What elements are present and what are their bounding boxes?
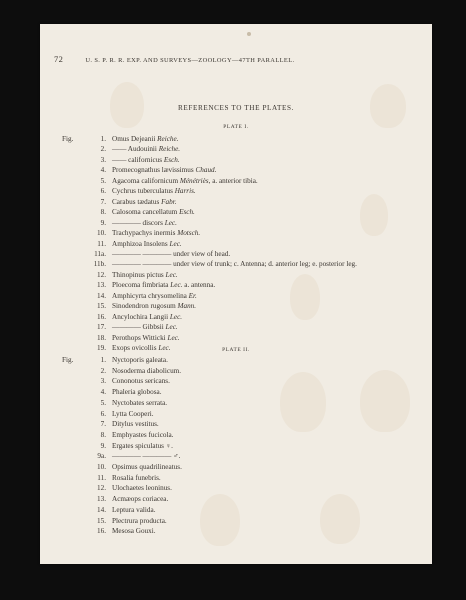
figure-number: 19.	[97, 344, 106, 352]
figure-number: 13.	[97, 281, 106, 290]
figure-caption: —— Audouinii Reiche.	[112, 145, 181, 154]
figure-caption: Exops ovicollis Lec.	[112, 344, 171, 352]
figure-caption: Calosoma cancellatum Esch.	[112, 208, 195, 217]
figure-caption: Cychrus tuberculatus Harris.	[112, 187, 196, 196]
figure-caption: Amphicyrta chrysomelina Er.	[112, 291, 197, 300]
figure-number: 9.	[100, 218, 106, 227]
figure-caption: Plectrura producta.	[112, 516, 167, 525]
figure-number: 16.	[97, 312, 106, 321]
figure-number: 14.	[97, 291, 106, 300]
figure-number: 7.	[100, 197, 106, 206]
figure-number: 4.	[100, 388, 106, 397]
running-title: U. S. P. R. R. EXP. AND SURVEYS—ZOOLOGY—47TH PARALLEL.	[85, 57, 295, 64]
figure-number: 8.	[100, 430, 106, 439]
show-through-figure	[360, 194, 388, 236]
show-through-figure	[360, 370, 410, 432]
figure-number: 2.	[100, 366, 106, 375]
figure-number: 6.	[100, 187, 106, 196]
figure-caption: Thinopinus pictus Lec.	[112, 270, 178, 279]
running-header	[54, 54, 418, 64]
figure-number: 10.	[97, 229, 106, 238]
figure-number: 10.	[97, 463, 106, 471]
figure-number: 7.	[100, 420, 106, 429]
figure-caption: Perothops Witticki Lec.	[112, 333, 180, 342]
figure-caption: ———— ———— under view of head.	[112, 249, 231, 258]
figure-caption: Nyctobates serrata.	[112, 398, 168, 407]
figure-caption: Nyctoporis galeata.	[112, 356, 168, 364]
page-mark	[247, 32, 251, 36]
fig-label: Fig.	[62, 356, 74, 364]
figure-number: 12.	[97, 484, 106, 493]
figure-caption: ———— Gibbsii Lec.	[112, 323, 178, 332]
page-number: 72	[54, 54, 64, 64]
figure-number: 9a.	[97, 452, 106, 461]
figure-caption: Mesosa Gouxi.	[112, 527, 156, 536]
figure-caption: ———— ———— ♂.	[112, 452, 181, 461]
show-through-figure	[280, 372, 326, 432]
figure-number: 14.	[97, 505, 106, 514]
figure-number: 1.	[100, 356, 106, 364]
figure-caption: Lytta Cooperi.	[112, 409, 154, 418]
show-through-figure	[200, 494, 240, 546]
show-through-figure	[290, 274, 320, 320]
figure-caption: —— californicus Esch.	[112, 155, 180, 164]
figure-caption: Ergates spiculatus ♀.	[112, 441, 173, 450]
figure-number: 4.	[100, 166, 106, 175]
figure-caption: Sinodendron rugosum Mann.	[112, 302, 197, 311]
figure-number: 17.	[97, 323, 106, 332]
figure-number: 5.	[100, 176, 106, 185]
figure-caption: Ancylochira Langii Lec.	[112, 312, 183, 321]
figure-number: 3.	[100, 155, 106, 164]
figure-caption: ———— ———— under view of trunk; c. Antenna; d. anterior leg; e. posterior leg.	[112, 260, 357, 269]
figure-number: 18.	[97, 333, 106, 342]
figure-caption: Ploecoma fimbriata Lec. a. antenna.	[112, 281, 216, 290]
figure-caption: Ditylus vestitus.	[112, 420, 159, 429]
figure-caption: Amphizoa Insolens Lec.	[112, 239, 182, 248]
figure-number: 8.	[100, 208, 106, 217]
figure-caption: Omus Dejeanii Reiche.	[112, 135, 179, 143]
show-through-figure	[320, 494, 360, 544]
figure-number: 12.	[97, 270, 106, 279]
figure-number: 11.	[97, 473, 106, 482]
fig-label: Fig.	[62, 135, 74, 143]
figure-caption: Agacoma californicum Ménétriès, a. anterior tibia.	[112, 176, 258, 185]
figure-number: 11a.	[94, 249, 106, 258]
figure-caption: Promecognathus lævissimus Chaud.	[112, 166, 217, 175]
figure-caption: Nosoderma diabolicum.	[112, 366, 182, 375]
figure-caption: Opsimus quadrilineatus.	[112, 463, 182, 471]
figure-caption: Leptura valida.	[112, 505, 156, 514]
figure-number: 15.	[97, 302, 106, 311]
figure-number: 11.	[97, 239, 106, 248]
figure-number: 6.	[100, 409, 106, 418]
page-title: REFERENCES TO THE PLATES.	[177, 104, 295, 112]
plate-1-heading: PLATE I.	[223, 124, 249, 130]
figure-number: 5.	[100, 398, 106, 407]
figure-caption: Emphyastes fucicola.	[112, 430, 174, 439]
figure-number: 1.	[100, 135, 106, 143]
figure-caption: Phaleria globosa.	[112, 388, 162, 397]
plate-2-heading: PLATE II.	[222, 347, 250, 353]
figure-caption: Carabus tædatus Fabr.	[112, 197, 177, 206]
figure-number: 15.	[97, 516, 106, 525]
figure-caption: Trachypachys inermis Motsch.	[112, 229, 201, 238]
figure-number: 11b.	[93, 260, 106, 269]
document-page	[40, 24, 432, 564]
figure-caption: Rosalia funebris.	[112, 473, 161, 482]
figure-number: 9.	[100, 441, 106, 450]
figure-number: 16.	[97, 527, 106, 536]
figure-number: 13.	[97, 495, 106, 504]
figure-caption: ———— discors Lec.	[112, 218, 177, 227]
figure-number: 2.	[100, 145, 106, 154]
figure-number: 3.	[100, 377, 106, 386]
figure-caption: Ulochaetes leoninus.	[112, 484, 172, 493]
figure-caption: Acmæops coriacea.	[112, 495, 169, 504]
figure-caption: Cononotus sericans.	[112, 377, 170, 386]
